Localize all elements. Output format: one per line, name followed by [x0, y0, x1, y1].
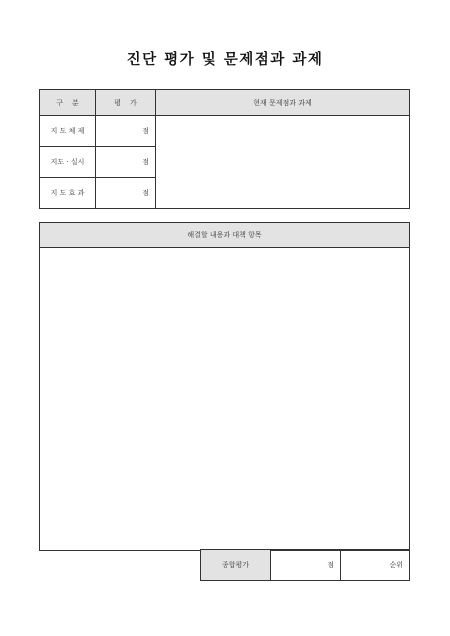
score-cell-guidance-system[interactable]	[96, 116, 156, 147]
category-header: 구 분	[40, 90, 96, 116]
summary-rank-cell[interactable]	[341, 550, 410, 581]
solutions-header: 해결할 내용과 대책 항목	[40, 223, 410, 248]
page-title: 진단 평가 및 문제점과 과제	[126, 51, 324, 68]
problems-header: 현재 문제점과 과제	[156, 90, 410, 116]
summary-table	[200, 549, 410, 581]
score-unit: 점	[142, 158, 149, 166]
score-cell-guidance-implementation[interactable]	[96, 147, 156, 178]
score-unit: 점	[142, 127, 149, 135]
score-cell-guidance-effect[interactable]	[96, 178, 156, 209]
table-row	[40, 116, 410, 147]
score-unit: 점	[142, 189, 149, 197]
summary-label: 종합평가	[201, 550, 271, 581]
solutions-body[interactable]	[40, 248, 410, 551]
row-label-guidance-implementation: 지도 · 실시	[40, 147, 96, 178]
summary-rank-unit: 순위	[389, 561, 403, 569]
summary-score-unit: 점	[327, 561, 334, 569]
summary-score-cell[interactable]	[271, 550, 341, 581]
problems-cell[interactable]	[156, 116, 410, 209]
row-label-guidance-system: 지 도 체 제	[40, 116, 96, 147]
solutions-table	[39, 222, 410, 551]
rating-header: 평 가	[96, 90, 156, 116]
row-label-guidance-effect: 지 도 효 과	[40, 178, 96, 209]
evaluation-table	[39, 89, 410, 209]
evaluation-table-header	[40, 90, 410, 116]
